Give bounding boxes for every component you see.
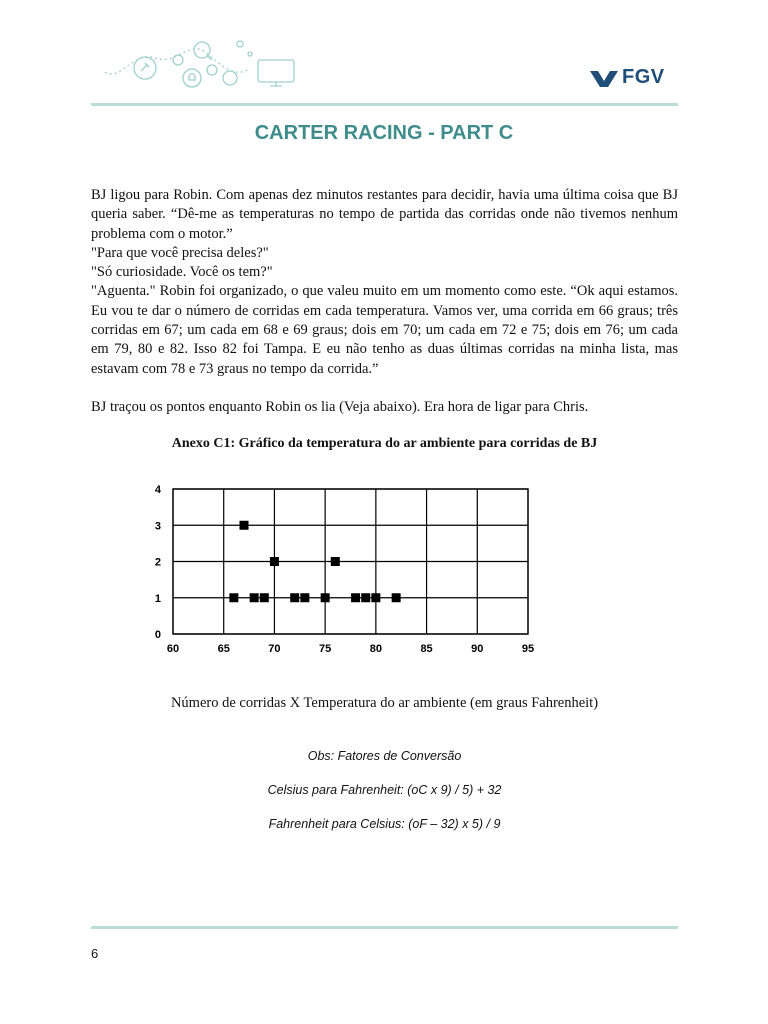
x-tick-label: 85 [420, 643, 433, 655]
x-tick-label: 95 [521, 643, 535, 655]
conversion-formula-c-to-f: Celsius para Fahrenheit: (oC x 9) / 5) + 32 [267, 783, 502, 797]
data-point [290, 593, 299, 602]
tech-icons-decoration-icon [100, 30, 305, 92]
x-tick-label: 60 [166, 643, 180, 655]
x-tick-label: 65 [217, 643, 230, 655]
data-point [351, 593, 360, 602]
header-divider [91, 103, 678, 106]
paragraph: "Para que você precisa deles?" [91, 244, 269, 261]
paragraph: BJ ligou para Robin. Com apenas dez minutos restantes para decidir, havia uma última coisa que BJ queria saber. “Dê-me as temperaturas no tempo de partida das corridas onde não tivemos nenhum problema com o motor.” [91, 187, 678, 242]
page-number: 6 [91, 946, 99, 961]
data-point [250, 593, 259, 602]
x-tick-label: 70 [268, 643, 281, 655]
paragraph: "Aguenta." Robin foi organizado, o que valeu muito em um momento como este. “Ok aqui estamos. Eu vou te dar o número de corridas em cada temperatura. Vamos ver, uma corrida em 66 graus; três corridas em 67; um cada em 68 e 69 graus; dois em 70; um cada em 72 e 75; dois em 76; um cada em 79, 80 e 82. Isso 82 foi Tampa. E eu não tenho as duas últimas corridas na minha lista, mas estavam com 78 e 73 graus no tempo da corrida.” [91, 283, 678, 377]
y-tick-label: 2 [154, 556, 161, 569]
data-point [270, 557, 279, 566]
x-tick-label: 75 [319, 643, 332, 655]
paragraph: BJ traçou os pontos enquanto Robin os lia (Veja abaixo). Era hora de ligar para Chris. [91, 399, 589, 415]
data-point [321, 593, 330, 602]
data-point [240, 521, 249, 530]
data-point [392, 593, 401, 602]
chart-caption: Anexo C1: Gráfico da temperatura do ar ambiente para corridas de BJ [171, 436, 598, 451]
y-tick-label: 1 [154, 592, 161, 605]
paragraph-after [91, 398, 678, 417]
paragraph: "Só curiosidade. Você os tem?" [91, 264, 273, 281]
data-point [331, 557, 340, 566]
y-tick-label: 4 [154, 484, 161, 496]
scatter-chart [140, 478, 560, 668]
page-header [0, 0, 768, 110]
data-point [260, 593, 269, 602]
x-tick-label: 80 [369, 643, 382, 655]
x-tick-label: 90 [471, 643, 484, 655]
data-point [300, 593, 309, 602]
narrative-block [91, 186, 678, 379]
y-tick-label: 0 [154, 629, 161, 641]
data-point [361, 593, 370, 602]
logo-text: FGV [622, 66, 665, 88]
fgv-logo [590, 66, 665, 89]
y-tick-label: 3 [154, 520, 161, 533]
page-title: CARTER RACING - PART C [254, 122, 514, 144]
footer-divider [91, 926, 678, 929]
chart-x-label: Número de corridas X Temperatura do ar ambiente (em graus Fahrenheit) [170, 695, 599, 711]
conversion-note-title: Obs: Fatores de Conversão [307, 749, 462, 763]
conversion-formula-f-to-c: Fahrenheit para Celsius: (oF – 32) x 5) / 9 [268, 817, 501, 831]
data-point [229, 593, 238, 602]
fgv-logo-mark-icon [590, 69, 618, 87]
data-point [371, 593, 380, 602]
